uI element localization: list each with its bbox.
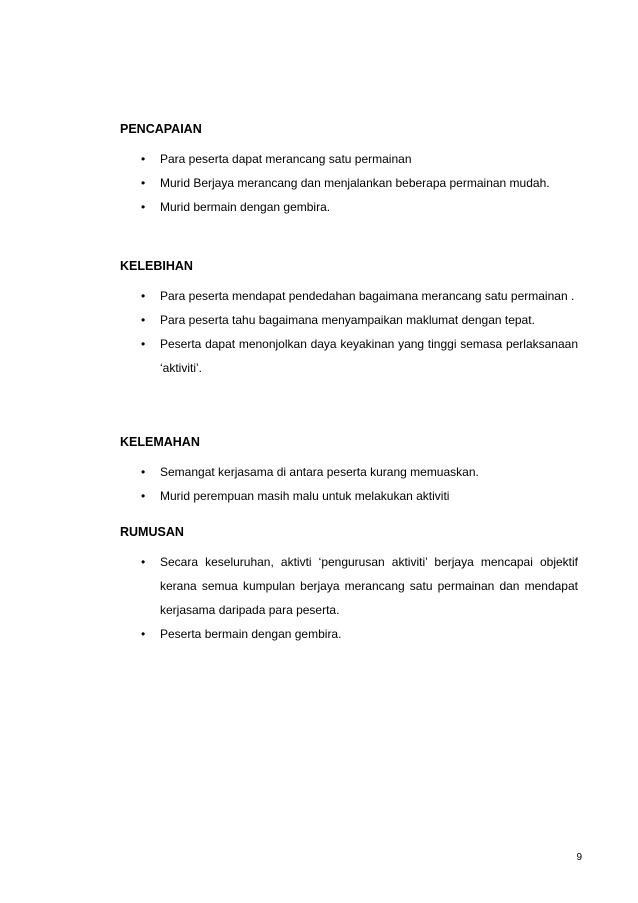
bullet-icon: • [141, 200, 146, 214]
bullet-list [120, 284, 578, 380]
section-pencapaian [120, 121, 578, 219]
bullet-icon: • [141, 152, 146, 166]
list-item: • Murid perempuan masih malu untuk melakukan aktiviti [120, 484, 578, 508]
bullet-icon: • [141, 289, 146, 303]
bullet-icon: • [141, 337, 146, 351]
list-item: • Murid bermain dengan gembira. [120, 195, 578, 219]
list-item: • Peserta dapat menonjolkan daya keyakinan yang tinggi semasa perlaksanaan ‘aktiviti’. [120, 332, 578, 380]
page-number: 9 [576, 852, 582, 863]
bullet-icon: • [141, 489, 146, 503]
list-item: • Peserta bermain dengan gembira. [120, 622, 578, 646]
section-heading: RUMUSAN [120, 525, 184, 539]
bullet-icon: • [141, 555, 146, 569]
bullet-list [120, 460, 578, 508]
list-item: • Para peserta tahu bagaimana menyampaikan maklumat dengan tepat. [120, 308, 578, 332]
list-item: • Para peserta mendapat pendedahan bagaimana merancang satu permainan . [120, 284, 578, 308]
bullet-list [120, 147, 578, 219]
list-item: • Secara keseluruhan, aktivti ‘pengurusan aktiviti’ berjaya mencapai objektif kerana semua kumpulan berjaya merancang satu permainan dan mendapat kerjasama daripada para peserta. [120, 550, 578, 622]
section-rumusan [120, 524, 578, 646]
bullet-icon: • [141, 627, 146, 641]
list-item: • Murid Berjaya merancang dan menjalankan beberapa permainan mudah. [120, 171, 578, 195]
section-heading: PENCAPAIAN [120, 122, 202, 136]
list-item: • Semangat kerjasama di antara peserta kurang memuaskan. [120, 460, 578, 484]
section-heading: KELEMAHAN [120, 435, 200, 449]
list-item: • Para peserta dapat merancang satu permainan [120, 147, 578, 171]
section-heading: KELEBIHAN [120, 259, 193, 273]
bullet-icon: • [141, 313, 146, 327]
bullet-icon: • [141, 465, 146, 479]
bullet-icon: • [141, 176, 146, 190]
section-kelemahan [120, 434, 578, 508]
section-kelebihan [120, 258, 578, 380]
bullet-list [120, 550, 578, 646]
